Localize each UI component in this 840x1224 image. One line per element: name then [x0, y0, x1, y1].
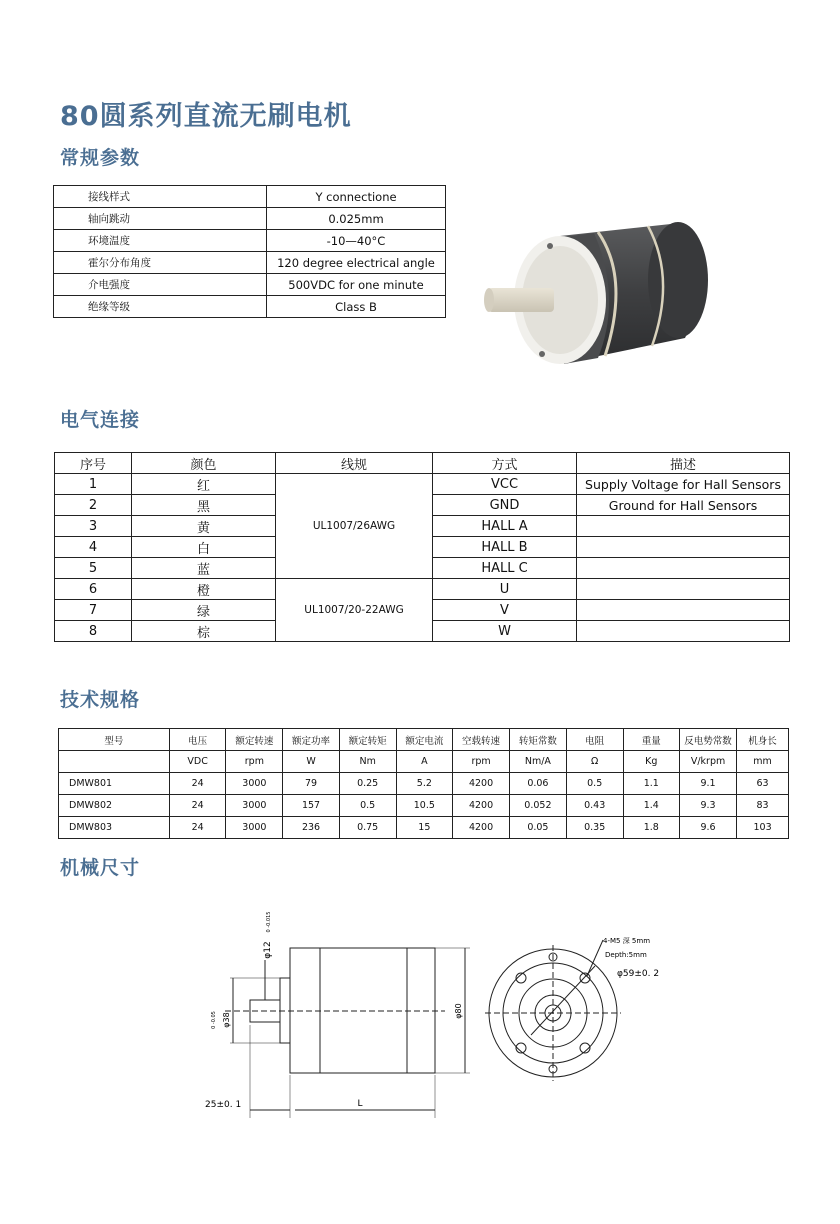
- depth-label: Depth:5mm: [605, 951, 647, 959]
- spec-cell: 3000: [226, 795, 283, 817]
- spec-cell: 0.35: [566, 817, 623, 839]
- spec-header: 额定转速: [226, 729, 283, 751]
- spec-cell: 24: [169, 817, 226, 839]
- elec-mode: HALL B: [433, 537, 577, 558]
- elec-no: 8: [55, 621, 132, 642]
- elec-wire-group: UL1007/20-22AWG: [276, 579, 433, 642]
- spec-cell: 9.1: [679, 773, 736, 795]
- pcd-label: φ59±0. 2: [617, 969, 660, 979]
- spec-cell: 157: [283, 795, 340, 817]
- elec-mode: U: [433, 579, 577, 600]
- elec-desc: Ground for Hall Sensors: [577, 495, 790, 516]
- elec-desc: Supply Voltage for Hall Sensors: [577, 474, 790, 495]
- elec-header-mode: 方式: [433, 453, 577, 474]
- param-value: Y connectione: [267, 186, 446, 208]
- spec-header: 型号: [59, 729, 170, 751]
- elec-color: 绿: [132, 600, 276, 621]
- params-row: [54, 252, 446, 274]
- body-length-label: L: [357, 1099, 363, 1109]
- spec-cell: 9.3: [679, 795, 736, 817]
- spec-unit: Nm/A: [509, 751, 566, 773]
- elec-desc: [577, 600, 790, 621]
- elec-no: 7: [55, 600, 132, 621]
- param-label: 绝缘等级: [54, 296, 267, 318]
- elec-no: 4: [55, 537, 132, 558]
- spec-unit: A: [396, 751, 453, 773]
- spec-unit: W: [283, 751, 340, 773]
- params-row: [54, 230, 446, 252]
- spec-cell: 4200: [453, 773, 510, 795]
- param-label: 介电强度: [54, 274, 267, 296]
- elec-wire-group: UL1007/26AWG: [276, 474, 433, 579]
- spec-unit: mm: [737, 751, 789, 773]
- params-row: [54, 208, 446, 230]
- spec-unit: Ω: [566, 751, 623, 773]
- spec-cell: 24: [169, 795, 226, 817]
- elec-color: 蓝: [132, 558, 276, 579]
- spec-header: 空载转速: [453, 729, 510, 751]
- elec-mode: HALL C: [433, 558, 577, 579]
- spec-unit: [59, 751, 170, 773]
- spec-header: 重量: [623, 729, 679, 751]
- spec-unit: Kg: [623, 751, 679, 773]
- elec-color: 白: [132, 537, 276, 558]
- spec-cell: 3000: [226, 817, 283, 839]
- spec-cell: 4200: [453, 817, 510, 839]
- body-dia-label: φ80: [454, 1003, 463, 1019]
- elec-row: [55, 579, 790, 600]
- param-label: 霍尔分布角度: [54, 252, 267, 274]
- spec-unit: VDC: [169, 751, 226, 773]
- spec-cell: 24: [169, 773, 226, 795]
- spec-cell: 236: [283, 817, 340, 839]
- spec-cell: 103: [737, 817, 789, 839]
- param-label: 接线样式: [54, 186, 267, 208]
- elec-mode: GND: [433, 495, 577, 516]
- elec-mode: HALL A: [433, 516, 577, 537]
- spec-row: [59, 773, 789, 795]
- elec-header-color: 颜色: [132, 453, 276, 474]
- spec-unit: rpm: [226, 751, 283, 773]
- spec-cell: 0.75: [339, 817, 396, 839]
- spec-header: 额定电流: [396, 729, 453, 751]
- spec-cell: 0.05: [509, 817, 566, 839]
- spec-cell: 0.43: [566, 795, 623, 817]
- elec-mode: VCC: [433, 474, 577, 495]
- spec-cell: DMW802: [59, 795, 170, 817]
- spec-header: 额定功率: [283, 729, 340, 751]
- spec-header: 机身长: [737, 729, 789, 751]
- elec-mode: V: [433, 600, 577, 621]
- spec-cell: 0.052: [509, 795, 566, 817]
- param-value: 0.025mm: [267, 208, 446, 230]
- elec-desc: [577, 579, 790, 600]
- elec-color: 棕: [132, 621, 276, 642]
- shaft-dia-label: φ12: [263, 941, 273, 959]
- elec-desc: [577, 621, 790, 642]
- params-table: [53, 185, 446, 318]
- spec-cell: 0.5: [339, 795, 396, 817]
- param-value: Class B: [267, 296, 446, 318]
- params-row: [54, 274, 446, 296]
- spec-cell: DMW801: [59, 773, 170, 795]
- spec-header: 转矩常数: [509, 729, 566, 751]
- spec-cell: 15: [396, 817, 453, 839]
- spec-cell: 79: [283, 773, 340, 795]
- specs-table: [58, 728, 789, 839]
- shaft-length-label: 25±0. 1: [205, 1100, 242, 1110]
- spec-cell: DMW803: [59, 817, 170, 839]
- section-specs-title: 技术规格: [60, 689, 141, 711]
- mechanical-drawing: [195, 900, 675, 1120]
- elec-row: [55, 474, 790, 495]
- elec-no: 6: [55, 579, 132, 600]
- elec-no: 2: [55, 495, 132, 516]
- elec-no: 3: [55, 516, 132, 537]
- elec-header-no: 序号: [55, 453, 132, 474]
- section-mechanical-title: 机械尺寸: [60, 857, 141, 879]
- elec-header-wire: 线规: [276, 453, 433, 474]
- spec-cell: 0.06: [509, 773, 566, 795]
- spec-cell: 0.25: [339, 773, 396, 795]
- elec-desc: [577, 558, 790, 579]
- spec-header: 电压: [169, 729, 226, 751]
- param-value: -10—40°C: [267, 230, 446, 252]
- motor-photo: [480, 218, 720, 378]
- params-row: [54, 296, 446, 318]
- spec-cell: 9.6: [679, 817, 736, 839]
- spec-cell: 4200: [453, 795, 510, 817]
- spec-cell: 10.5: [396, 795, 453, 817]
- param-label: 轴向跳动: [54, 208, 267, 230]
- spec-cell: 5.2: [396, 773, 453, 795]
- elec-mode: W: [433, 621, 577, 642]
- section-electrical-title: 电气连接: [60, 409, 141, 431]
- params-row: [54, 186, 446, 208]
- spec-cell: 1.1: [623, 773, 679, 795]
- holes-label: 4-M5 深 5mm: [603, 937, 651, 945]
- elec-color: 黑: [132, 495, 276, 516]
- spec-cell: 63: [737, 773, 789, 795]
- spec-header: 额定转矩: [339, 729, 396, 751]
- elec-color: 红: [132, 474, 276, 495]
- section-params-title: 常规参数: [60, 147, 141, 169]
- pilot-tol-label: 0 -0.05: [211, 1011, 217, 1029]
- spec-cell: 1.8: [623, 817, 679, 839]
- elec-no: 1: [55, 474, 132, 495]
- spec-cell: 0.5: [566, 773, 623, 795]
- param-value: 120 degree electrical angle: [267, 252, 446, 274]
- spec-header: 电阻: [566, 729, 623, 751]
- shaft-tol-label: 0 -0.015: [266, 911, 272, 933]
- spec-unit: Nm: [339, 751, 396, 773]
- page-title: 80圆系列直流无刷电机: [60, 101, 352, 132]
- spec-unit: V/krpm: [679, 751, 736, 773]
- electrical-table: [54, 452, 790, 642]
- spec-row: [59, 795, 789, 817]
- param-value: 500VDC for one minute: [267, 274, 446, 296]
- spec-cell: 3000: [226, 773, 283, 795]
- elec-desc: [577, 516, 790, 537]
- elec-no: 5: [55, 558, 132, 579]
- elec-header-desc: 描述: [577, 453, 790, 474]
- spec-row: [59, 817, 789, 839]
- spec-cell: 1.4: [623, 795, 679, 817]
- pilot-dia-label: φ38: [222, 1012, 231, 1028]
- elec-color: 橙: [132, 579, 276, 600]
- spec-cell: 83: [737, 795, 789, 817]
- elec-color: 黄: [132, 516, 276, 537]
- spec-header: 反电势常数: [679, 729, 736, 751]
- spec-unit: rpm: [453, 751, 510, 773]
- param-label: 环境温度: [54, 230, 267, 252]
- elec-desc: [577, 537, 790, 558]
